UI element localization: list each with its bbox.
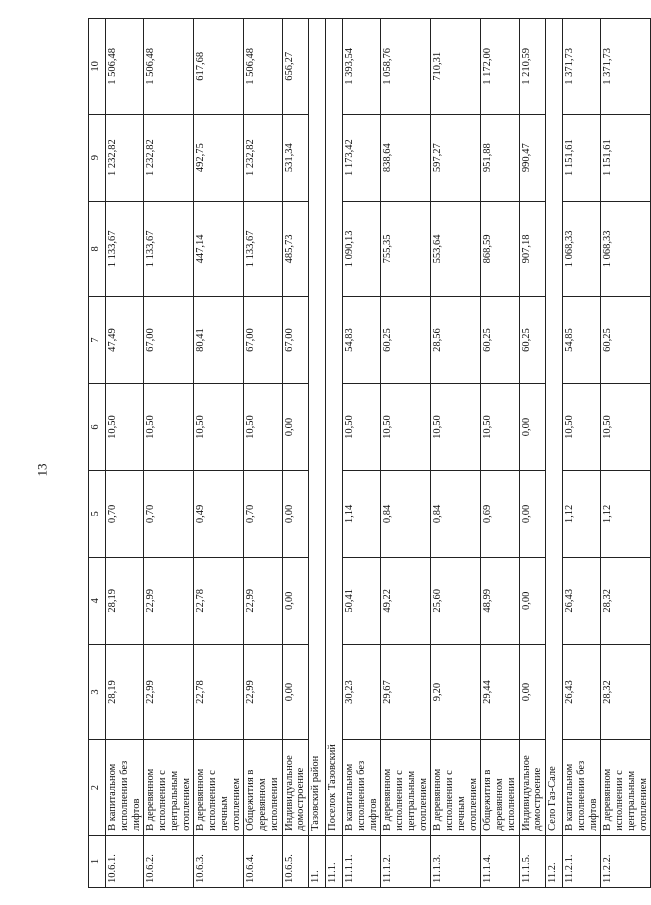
value-cell: 951,88 xyxy=(481,114,519,201)
column-header: 10 xyxy=(89,19,106,115)
row-description: В капитальном исполнении без лифтов xyxy=(563,740,601,836)
tariff-table xyxy=(88,18,651,888)
table-row xyxy=(563,19,601,888)
value-cell: 1 172,00 xyxy=(481,19,519,115)
section-code: 11.2. xyxy=(546,835,563,887)
row-code: 11.2.1. xyxy=(563,835,601,887)
row-code: 11.1.5. xyxy=(519,835,546,887)
value-cell: 10,50 xyxy=(106,384,144,471)
value-cell: 1 068,33 xyxy=(563,201,601,297)
value-cell: 54,83 xyxy=(343,297,381,384)
row-description: В деревянном исполнении с печным отоплением xyxy=(194,740,244,836)
value-cell: 26,43 xyxy=(563,557,601,644)
value-cell: 67,00 xyxy=(282,297,309,384)
table-row xyxy=(381,19,431,888)
table-row xyxy=(106,19,144,888)
value-cell: 0,00 xyxy=(519,644,546,740)
value-cell: 1 173,42 xyxy=(343,114,381,201)
column-header: 6 xyxy=(89,384,106,471)
table-row xyxy=(244,19,282,888)
value-cell: 1 371,73 xyxy=(563,19,601,115)
value-cell: 28,19 xyxy=(106,557,144,644)
value-cell: 0,49 xyxy=(194,470,244,557)
value-cell: 22,99 xyxy=(244,644,282,740)
value-cell: 10,50 xyxy=(431,384,481,471)
row-description: В капитальном исполнении без лифтов xyxy=(106,740,144,836)
value-cell: 1 058,76 xyxy=(381,19,431,115)
value-cell: 10,50 xyxy=(381,384,431,471)
row-description: В деревянном исполнении с центральным отоплением xyxy=(601,740,651,836)
table-row xyxy=(343,19,381,888)
row-code: 10.6.5. xyxy=(282,835,309,887)
value-cell: 1 151,61 xyxy=(563,114,601,201)
value-cell: 531,34 xyxy=(282,114,309,201)
value-cell: 22,78 xyxy=(194,557,244,644)
value-cell: 1 232,82 xyxy=(106,114,144,201)
value-cell: 10,50 xyxy=(244,384,282,471)
value-cell: 54,85 xyxy=(563,297,601,384)
section-title: Поселок Тазовский xyxy=(326,19,343,836)
value-cell: 1,12 xyxy=(563,470,601,557)
value-cell: 22,99 xyxy=(144,644,194,740)
value-cell: 0,00 xyxy=(519,470,546,557)
row-description: В капитальном исполнении без лифтов xyxy=(343,740,381,836)
table-row xyxy=(194,19,244,888)
section-row xyxy=(546,19,563,888)
value-cell: 0,00 xyxy=(519,384,546,471)
value-cell: 47,49 xyxy=(106,297,144,384)
value-cell: 990,47 xyxy=(519,114,546,201)
column-header: 9 xyxy=(89,114,106,201)
value-cell: 1,12 xyxy=(601,470,651,557)
column-header: 5 xyxy=(89,470,106,557)
row-code: 11.2.2. xyxy=(601,835,651,887)
value-cell: 1 393,54 xyxy=(343,19,381,115)
value-cell: 0,00 xyxy=(282,384,309,471)
value-cell: 22,78 xyxy=(194,644,244,740)
section-row xyxy=(309,19,326,888)
table-row xyxy=(601,19,651,888)
value-cell: 29,44 xyxy=(481,644,519,740)
section-row xyxy=(326,19,343,888)
row-description: Индивидуальное домостроение xyxy=(282,740,309,836)
table-row xyxy=(282,19,309,888)
header-row xyxy=(89,19,106,888)
value-cell: 1,14 xyxy=(343,470,381,557)
value-cell: 617,68 xyxy=(194,19,244,115)
value-cell: 0,70 xyxy=(106,470,144,557)
row-description: В деревянном исполнении с центральным отоплением xyxy=(144,740,194,836)
value-cell: 67,00 xyxy=(244,297,282,384)
table-row xyxy=(144,19,194,888)
value-cell: 26,43 xyxy=(563,644,601,740)
column-header: 8 xyxy=(89,201,106,297)
row-description: Общежития в деревянном исполнении xyxy=(481,740,519,836)
value-cell: 1 506,48 xyxy=(144,19,194,115)
value-cell: 50,41 xyxy=(343,557,381,644)
value-cell: 1 232,82 xyxy=(244,114,282,201)
value-cell: 10,50 xyxy=(563,384,601,471)
section-title: Тазовский район xyxy=(309,19,326,836)
value-cell: 1 506,48 xyxy=(244,19,282,115)
value-cell: 10,50 xyxy=(343,384,381,471)
value-cell: 60,25 xyxy=(519,297,546,384)
value-cell: 0,84 xyxy=(431,470,481,557)
value-cell: 492,75 xyxy=(194,114,244,201)
row-code: 11.1.3. xyxy=(431,835,481,887)
value-cell: 0,70 xyxy=(144,470,194,557)
value-cell: 1 151,61 xyxy=(601,114,651,201)
value-cell: 10,50 xyxy=(194,384,244,471)
value-cell: 60,25 xyxy=(601,297,651,384)
value-cell: 48,99 xyxy=(481,557,519,644)
value-cell: 1 232,82 xyxy=(144,114,194,201)
value-cell: 838,64 xyxy=(381,114,431,201)
value-cell: 597,27 xyxy=(431,114,481,201)
value-cell: 28,56 xyxy=(431,297,481,384)
section-code: 11.1. xyxy=(326,835,343,887)
row-description: Общежития в деревянном исполнении xyxy=(244,740,282,836)
value-cell: 1 133,67 xyxy=(244,201,282,297)
row-code: 10.6.3. xyxy=(194,835,244,887)
value-cell: 1 506,48 xyxy=(106,19,144,115)
row-description: В деревянном исполнении с печным отоплением xyxy=(431,740,481,836)
table-body xyxy=(89,19,651,888)
column-header: 7 xyxy=(89,297,106,384)
row-code: 10.6.4. xyxy=(244,835,282,887)
value-cell: 9,20 xyxy=(431,644,481,740)
value-cell: 67,00 xyxy=(144,297,194,384)
value-cell: 1 371,73 xyxy=(601,19,651,115)
row-description: В деревянном исполнении с центральным отоплением xyxy=(381,740,431,836)
value-cell: 868,59 xyxy=(481,201,519,297)
value-cell: 10,50 xyxy=(481,384,519,471)
value-cell: 0,00 xyxy=(282,470,309,557)
value-cell: 29,67 xyxy=(381,644,431,740)
column-header: 1 xyxy=(89,835,106,887)
value-cell: 1 090,13 xyxy=(343,201,381,297)
value-cell: 80,41 xyxy=(194,297,244,384)
value-cell: 656,27 xyxy=(282,19,309,115)
value-cell: 0,00 xyxy=(282,644,309,740)
value-cell: 1 133,67 xyxy=(144,201,194,297)
value-cell: 0,70 xyxy=(244,470,282,557)
value-cell: 0,69 xyxy=(481,470,519,557)
value-cell: 1 068,33 xyxy=(601,201,651,297)
table-row xyxy=(431,19,481,888)
row-description: Индивидуальное домостроение xyxy=(519,740,546,836)
row-code: 11.1.2. xyxy=(381,835,431,887)
value-cell: 22,99 xyxy=(244,557,282,644)
value-cell: 0,00 xyxy=(519,557,546,644)
value-cell: 755,35 xyxy=(381,201,431,297)
table-row xyxy=(481,19,519,888)
table-container xyxy=(88,18,649,888)
value-cell: 49,22 xyxy=(381,557,431,644)
column-header: 3 xyxy=(89,644,106,740)
row-code: 10.6.1. xyxy=(106,835,144,887)
value-cell: 22,99 xyxy=(144,557,194,644)
column-header: 2 xyxy=(89,740,106,836)
row-code: 11.1.4. xyxy=(481,835,519,887)
value-cell: 28,32 xyxy=(601,644,651,740)
value-cell: 0,00 xyxy=(282,557,309,644)
value-cell: 0,84 xyxy=(381,470,431,557)
value-cell: 907,18 xyxy=(519,201,546,297)
value-cell: 28,19 xyxy=(106,644,144,740)
row-code: 10.6.2. xyxy=(144,835,194,887)
value-cell: 447,14 xyxy=(194,201,244,297)
page-number: 13 xyxy=(34,463,50,477)
value-cell: 28,32 xyxy=(601,557,651,644)
value-cell: 1 133,67 xyxy=(106,201,144,297)
value-cell: 1 210,59 xyxy=(519,19,546,115)
table-row xyxy=(519,19,546,888)
column-header: 4 xyxy=(89,557,106,644)
value-cell: 485,73 xyxy=(282,201,309,297)
value-cell: 10,50 xyxy=(144,384,194,471)
section-title: Село Газ-Сале xyxy=(546,19,563,836)
value-cell: 10,50 xyxy=(601,384,651,471)
section-code: 11. xyxy=(309,835,326,887)
value-cell: 25,60 xyxy=(431,557,481,644)
value-cell: 553,64 xyxy=(431,201,481,297)
row-code: 11.1.1. xyxy=(343,835,381,887)
value-cell: 60,25 xyxy=(481,297,519,384)
value-cell: 710,31 xyxy=(431,19,481,115)
value-cell: 60,25 xyxy=(381,297,431,384)
value-cell: 30,23 xyxy=(343,644,381,740)
